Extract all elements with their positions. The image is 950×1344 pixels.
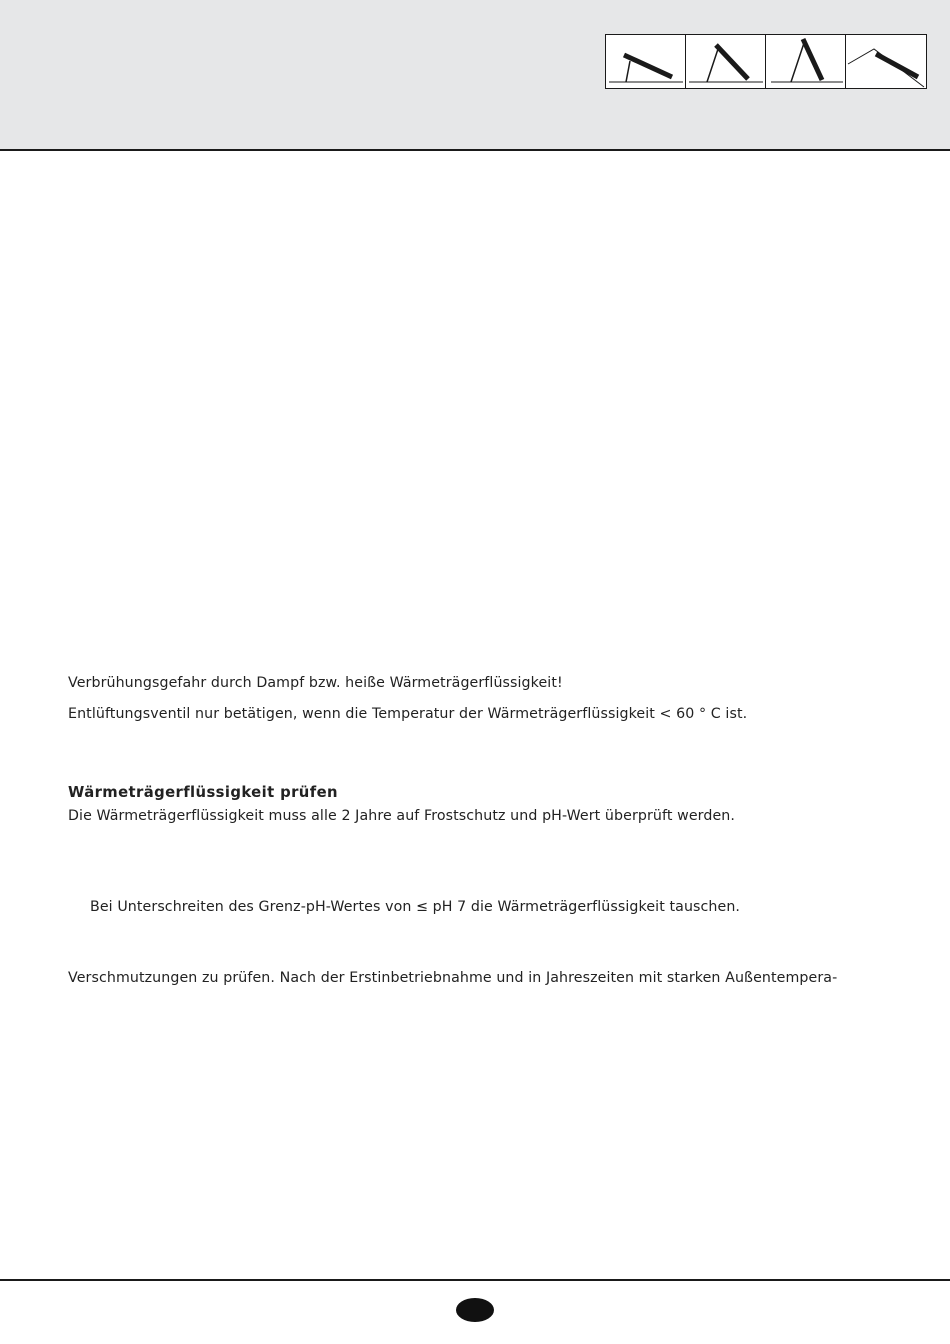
- flat-roof-low-angle-icon: [606, 35, 686, 88]
- flat-roof-steep-angle-icon: [766, 35, 846, 88]
- page-header: [0, 0, 950, 151]
- footer-divider: [0, 1279, 950, 1281]
- flat-roof-medium-angle-icon: [686, 35, 766, 88]
- page-number-badge: [456, 1298, 494, 1322]
- section-heading: Wärmeträgerflüssigkeit prüfen: [68, 784, 338, 801]
- pitched-roof-icon: [846, 35, 926, 88]
- section-text: Die Wärmeträgerflüssigkeit muss alle 2 Jahre auf Frostschutz und pH-Wert überprüft werden.: [68, 808, 735, 824]
- scald-warning-text: Verbrühungsgefahr durch Dampf bzw. heiße Wärmeträgerflüssigkeit!: [68, 675, 563, 691]
- ph-instruction-text: Bei Unterschreiten des Grenz-pH-Wertes von ≤ pH 7 die Wärmeträgerflüssigkeit tauschen.: [90, 899, 741, 915]
- valve-temperature-instruction: Entlüftungsventil nur betätigen, wenn die Temperatur der Wärmeträgerflüssigkeit < 60 ° C ist.: [68, 706, 748, 722]
- mounting-type-icons: [605, 34, 927, 89]
- paragraph-fragment: Verschmutzungen zu prüfen. Nach der Erstinbetriebnahme und in Jahreszeiten mit starken Außentempera-: [68, 970, 838, 986]
